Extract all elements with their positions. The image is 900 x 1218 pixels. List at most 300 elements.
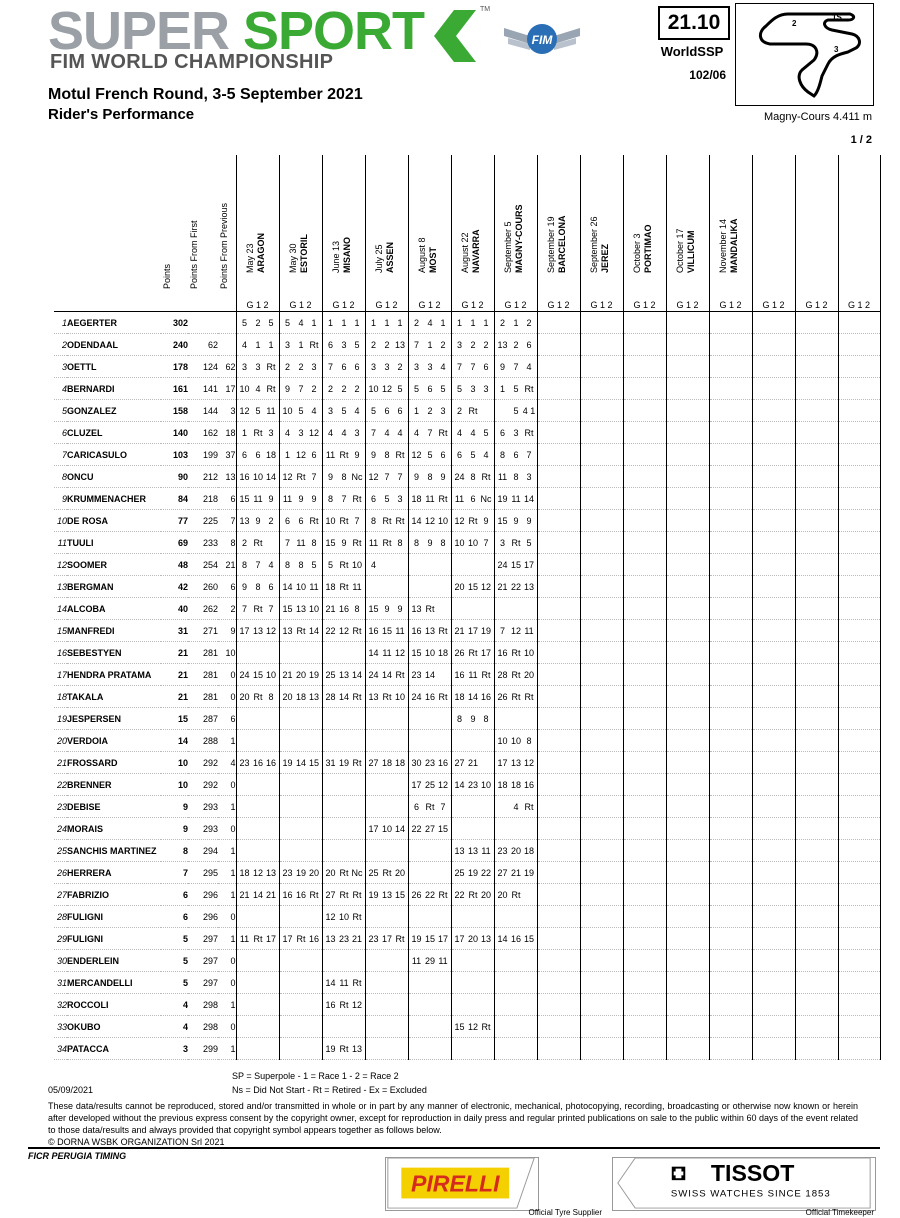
race-position: 11: [382, 647, 392, 658]
rider-points: 48: [161, 554, 188, 576]
round-result: [279, 444, 322, 466]
round-result: [709, 972, 752, 994]
round-result: [322, 818, 365, 840]
rider-points: 8: [161, 840, 188, 862]
round-result: [623, 972, 666, 994]
race-position: 20: [454, 581, 465, 592]
rider-row: [54, 840, 880, 862]
race-position: 4: [513, 801, 519, 812]
race-position: 6: [483, 361, 489, 372]
round-result: [666, 664, 709, 686]
session-group-label: G 1 2: [580, 299, 623, 312]
race-position: 3: [384, 361, 390, 372]
race-position: Rt: [309, 339, 319, 350]
round-result: [408, 796, 451, 818]
round-result: [623, 1038, 666, 1060]
round-header: [753, 159, 793, 299]
race-position: 13: [424, 625, 435, 636]
points-from-previous: 1: [218, 884, 236, 906]
round-date: June 13: [330, 240, 341, 273]
race-position: 5: [513, 405, 519, 416]
round-result: [322, 466, 365, 488]
points-from-previous: 1: [218, 928, 236, 950]
timekeeper-label: Official Timekeeper: [805, 1208, 874, 1217]
rider-name: KRUMMENACHER: [67, 488, 161, 510]
rider-points: 140: [161, 422, 188, 444]
race-position: 28: [325, 691, 336, 702]
rider-row: [54, 488, 880, 510]
points-from-previous: 9: [218, 620, 236, 642]
race-position: 1: [499, 383, 505, 394]
round-result: [494, 686, 537, 708]
race-position: 14: [394, 823, 405, 834]
race-position: 5: [384, 493, 390, 504]
race-position: 15: [381, 625, 392, 636]
points-from-previous: 37: [218, 444, 236, 466]
race-position: 1: [397, 317, 403, 328]
round-result: [236, 444, 279, 466]
rider-points: 14: [161, 730, 188, 752]
round-result: [623, 554, 666, 576]
round-result: [408, 884, 451, 906]
race-position: 16: [437, 757, 448, 768]
round-result: [795, 774, 838, 796]
race-position: 15: [424, 933, 435, 944]
race-position: Rt: [481, 669, 491, 680]
round-result: [838, 884, 880, 906]
rider-rank: 9: [54, 488, 67, 510]
legend-sessions: SP = Superpole - 1 = Race 1 - 2 = Race 2: [232, 1071, 399, 1081]
race-position: Rt: [309, 515, 319, 526]
round-result: [752, 1016, 795, 1038]
race-position: 8: [397, 537, 403, 548]
race-position: Rt: [253, 933, 263, 944]
round-result: [494, 620, 537, 642]
round-result: [236, 400, 279, 422]
race-position: 14: [523, 493, 534, 504]
round-result: [666, 576, 709, 598]
race-position: 11: [239, 933, 250, 944]
round-header: [538, 159, 578, 299]
round-result: [365, 664, 408, 686]
race-position: Rt: [395, 515, 405, 526]
round-result: [494, 840, 537, 862]
round-result: [322, 862, 365, 884]
race-position: Rt: [382, 537, 392, 548]
race-position: 10: [351, 559, 362, 570]
round-result: [451, 598, 494, 620]
round-result: [408, 554, 451, 576]
round-result: [795, 818, 838, 840]
round-result: [752, 752, 795, 774]
race-position: 1: [241, 427, 247, 438]
race-position: 22: [510, 581, 521, 592]
rider-points: 40: [161, 598, 188, 620]
round-date: July 25: [373, 244, 384, 273]
race-position: 5: [470, 449, 476, 460]
rider-row: [54, 356, 880, 378]
points-from-previous: 1: [218, 730, 236, 752]
race-position: 5: [456, 383, 462, 394]
race-position: 8: [241, 559, 247, 570]
race-position: 6: [241, 449, 247, 460]
round-result: [752, 510, 795, 532]
session-group-label: G 1 2: [838, 299, 880, 312]
round-result: [580, 400, 623, 422]
race-position: 16: [411, 625, 422, 636]
round-result: [537, 334, 580, 356]
race-position: Rt: [511, 647, 521, 658]
round-header: [237, 159, 277, 299]
race-position: 9: [499, 361, 505, 372]
points-from-first: 271: [188, 620, 218, 642]
race-position: 1: [298, 339, 304, 350]
round-result: [795, 884, 838, 906]
round-result: [537, 444, 580, 466]
round-result: [279, 554, 322, 576]
race-position: 6: [440, 449, 446, 460]
points-from-previous: 8: [218, 532, 236, 554]
round-result: [236, 950, 279, 972]
round-result: [752, 862, 795, 884]
round-result: [580, 730, 623, 752]
round-result: [279, 950, 322, 972]
round-result: [365, 752, 408, 774]
race-position: Rt: [296, 933, 306, 944]
round-result: [795, 1016, 838, 1038]
race-position: 8: [427, 471, 433, 482]
race-position: 9: [268, 493, 274, 504]
round-result: [322, 994, 365, 1016]
race-position: 3: [370, 361, 376, 372]
round-result: [322, 884, 365, 906]
round-result: [322, 708, 365, 730]
rider-name: OKUBO: [67, 1016, 161, 1038]
race-position: 6: [456, 449, 462, 460]
race-position: 13: [338, 669, 349, 680]
race-position: 3: [241, 361, 247, 372]
rider-rank: 15: [54, 620, 67, 642]
race-position: Rt: [468, 405, 478, 416]
rider-name: BRENNER: [67, 774, 161, 796]
race-position: 10: [265, 669, 276, 680]
round-result: [279, 774, 322, 796]
points-from-previous: [218, 334, 236, 356]
points-from-first: 288: [188, 730, 218, 752]
round-result: [279, 642, 322, 664]
round-result: [580, 488, 623, 510]
race-position: 4: [440, 361, 446, 372]
track-layout-icon: [736, 4, 873, 105]
round-result: [580, 334, 623, 356]
rider-row: [54, 400, 880, 422]
race-position: 27: [454, 757, 465, 768]
points-from-previous: 0: [218, 664, 236, 686]
race-position: 19: [411, 933, 422, 944]
race-position: 15: [325, 537, 336, 548]
race-position: 6: [427, 383, 433, 394]
round-result: [408, 994, 451, 1016]
round-result: [709, 466, 752, 488]
round-result: [838, 642, 880, 664]
round-result: [236, 334, 279, 356]
race-position: 8: [327, 493, 333, 504]
track-map: [735, 3, 874, 106]
round-result: [236, 796, 279, 818]
race-position: 8: [311, 537, 317, 548]
points-from-first: 141: [188, 378, 218, 400]
race-position: 17: [437, 933, 448, 944]
round-result: [709, 906, 752, 928]
race-position: 3: [255, 361, 261, 372]
race-position: 3: [440, 405, 446, 416]
round-result: [408, 400, 451, 422]
round-name: VILLICUM: [685, 230, 696, 273]
race-position: 7: [526, 449, 532, 460]
round-result: [838, 972, 880, 994]
race-position: 10: [394, 691, 405, 702]
race-position: 18: [325, 581, 336, 592]
race-position: 19: [497, 493, 508, 504]
round-result: [494, 796, 537, 818]
document-number: 102/06: [689, 68, 726, 82]
round-result: [236, 818, 279, 840]
points-from-first: 212: [188, 466, 218, 488]
race-position: 10: [308, 603, 319, 614]
round-result: [365, 1038, 408, 1060]
round-result: [795, 576, 838, 598]
round-result: [408, 466, 451, 488]
race-position: 2: [397, 361, 403, 372]
points-from-first: 281: [188, 686, 218, 708]
race-position: 13: [282, 625, 293, 636]
session-group-label: G 1 2: [666, 299, 709, 312]
round-result: [494, 312, 537, 334]
race-position: 1: [483, 317, 489, 328]
round-result: [666, 642, 709, 664]
points-from-previous: 0: [218, 774, 236, 796]
points-from-first: 294: [188, 840, 218, 862]
race-position: 3: [284, 339, 290, 350]
race-position: 10: [368, 383, 379, 394]
rider-name: VERDOIA: [67, 730, 161, 752]
round-result: [451, 532, 494, 554]
rider-rank: 23: [54, 796, 67, 818]
race-position: 3: [327, 405, 333, 416]
race-position: 20: [308, 867, 319, 878]
race-position: 20: [325, 867, 336, 878]
points-from-first: 262: [188, 598, 218, 620]
round-result: [752, 950, 795, 972]
round-result: [838, 994, 880, 1016]
round-header: [839, 159, 879, 299]
round-result: [279, 488, 322, 510]
session-group-label: G 1 2: [408, 299, 451, 312]
round-result: [365, 708, 408, 730]
race-position: 12: [437, 779, 448, 790]
round-result: [580, 466, 623, 488]
race-position: 12: [295, 449, 306, 460]
race-position: Rt: [339, 559, 349, 570]
round-result: [365, 356, 408, 378]
race-position: 11: [438, 955, 448, 966]
race-position: 24: [368, 669, 379, 680]
round-result: [279, 576, 322, 598]
round-date: November 14: [717, 218, 728, 273]
race-position: 10: [424, 647, 435, 658]
race-position: 19: [325, 1043, 336, 1054]
round-result: [322, 576, 365, 598]
points-from-first: 298: [188, 994, 218, 1016]
print-date: 05/09/2021: [48, 1085, 94, 1095]
race-position: 7: [311, 471, 317, 482]
round-result: [838, 576, 880, 598]
round-header: [280, 159, 320, 299]
round-result: [236, 928, 279, 950]
round-header: [366, 159, 406, 299]
rider-rank: 14: [54, 598, 67, 620]
round-result: [537, 664, 580, 686]
round-result: [236, 752, 279, 774]
round-result: [752, 818, 795, 840]
race-position: 3: [397, 493, 403, 504]
round-result: [322, 840, 365, 862]
race-position: 15: [467, 581, 478, 592]
round-result: [666, 488, 709, 510]
points-from-first: 297: [188, 950, 218, 972]
race-position: 6: [298, 515, 304, 526]
race-position: 4: [284, 427, 290, 438]
race-position: Rt: [339, 999, 349, 1010]
round-result: [709, 1038, 752, 1060]
rider-points: 21: [161, 642, 188, 664]
race-position: 9: [284, 383, 290, 394]
round-result: [451, 312, 494, 334]
rider-rank: 31: [54, 972, 67, 994]
round-result: [494, 862, 537, 884]
race-position: 15: [523, 933, 534, 944]
session-group-label: G 1 2: [752, 299, 795, 312]
round-result: [752, 774, 795, 796]
rider-points: 302: [161, 312, 188, 334]
round-result: [838, 730, 880, 752]
round-result: [537, 620, 580, 642]
round-result: [451, 950, 494, 972]
class-name: WorldSSP: [660, 44, 724, 59]
race-position: 11: [266, 405, 276, 416]
race-position: 2: [354, 383, 360, 394]
race-position: 14: [282, 581, 293, 592]
round-result: [408, 488, 451, 510]
race-position: 23: [424, 757, 435, 768]
round-result: [580, 752, 623, 774]
session-group-label: G 1 2: [365, 299, 408, 312]
round-date: August 22: [459, 232, 470, 273]
rider-row: [54, 774, 880, 796]
round-result: [623, 334, 666, 356]
pirelli-logo: [385, 1157, 539, 1211]
round-result: [408, 972, 451, 994]
race-position: 22: [480, 867, 491, 878]
round-result: [623, 466, 666, 488]
round-result: [322, 554, 365, 576]
race-position: 1: [311, 317, 317, 328]
round-result: [236, 730, 279, 752]
race-position: 5: [397, 383, 403, 394]
race-position: 7: [241, 603, 247, 614]
rider-name: GONZALEZ: [67, 400, 161, 422]
round-result: [623, 686, 666, 708]
rider-row: [54, 752, 880, 774]
rider-points: 158: [161, 400, 188, 422]
round-result: [236, 972, 279, 994]
rider-name: FULIGNI: [67, 906, 161, 928]
round-result: [752, 884, 795, 906]
round-header: [581, 159, 621, 299]
race-position: Rt: [296, 471, 306, 482]
race-position: 8: [384, 449, 390, 460]
rider-name: HENDRA PRATAMA: [67, 664, 161, 686]
round-result: [623, 356, 666, 378]
points-from-first: 299: [188, 1038, 218, 1060]
round-result: [580, 444, 623, 466]
round-result: [451, 334, 494, 356]
round-result: [279, 708, 322, 730]
race-position: 2: [370, 339, 376, 350]
round-result: [709, 884, 752, 906]
race-position: 21: [454, 625, 465, 636]
round-result: [709, 664, 752, 686]
logo-subtitle: FIM WORLD CHAMPIONSHIP: [50, 51, 334, 73]
race-position: 5: [255, 405, 261, 416]
round-result: [365, 554, 408, 576]
round-result: [537, 356, 580, 378]
race-position: 15: [368, 603, 379, 614]
rider-rank: 3: [54, 356, 67, 378]
race-position: 9: [311, 493, 317, 504]
race-position: 1: [513, 317, 519, 328]
round-result: [236, 422, 279, 444]
race-position: 2: [384, 339, 390, 350]
round-result: [322, 488, 365, 510]
round-result: [666, 422, 709, 444]
round-result: [795, 422, 838, 444]
round-result: [795, 378, 838, 400]
round-result: [795, 334, 838, 356]
points-from-previous: 0: [218, 686, 236, 708]
race-position: 4: [327, 427, 333, 438]
round-result: [838, 1038, 880, 1060]
race-position: 9: [341, 537, 347, 548]
rider-row: [54, 906, 880, 928]
rider-name: TUULI: [67, 532, 161, 554]
rider-points: 9: [161, 818, 188, 840]
rider-row: [54, 730, 880, 752]
round-result: [322, 686, 365, 708]
round-result: [322, 400, 365, 422]
rider-name: MERCANDELLI: [67, 972, 161, 994]
race-position: 2: [255, 317, 261, 328]
round-result: [494, 664, 537, 686]
race-position: Nc: [480, 493, 492, 504]
round-result: [752, 576, 795, 598]
points-from-first: 297: [188, 972, 218, 994]
round-result: [623, 532, 666, 554]
race-position: 17: [497, 757, 508, 768]
race-position: 9: [427, 537, 433, 548]
round-result: [580, 972, 623, 994]
points-from-previous: 17: [218, 378, 236, 400]
